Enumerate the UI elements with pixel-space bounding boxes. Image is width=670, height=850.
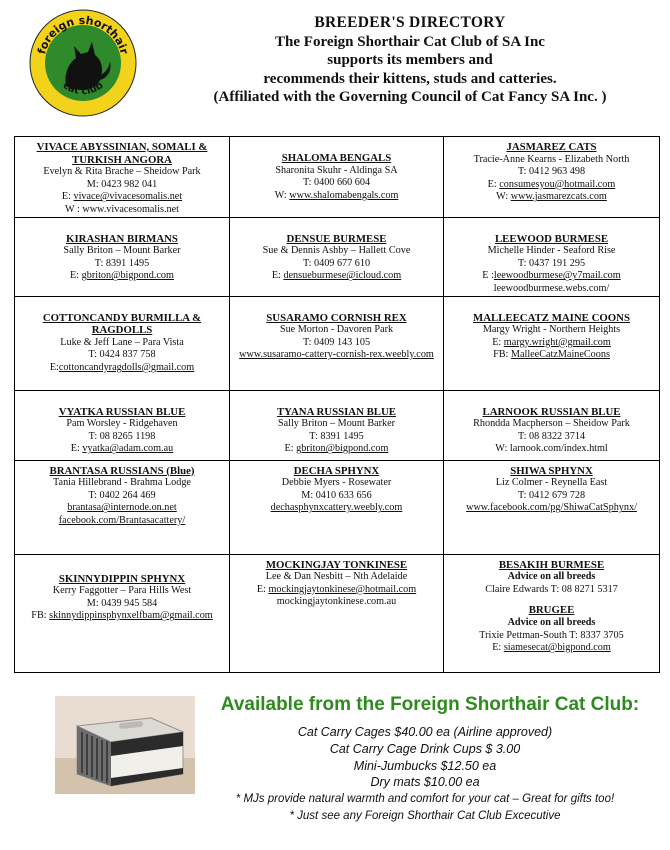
breeder-cell — [230, 460, 444, 554]
breeder-contact-line — [17, 337, 227, 350]
directory-header — [160, 14, 660, 107]
breeder-cell — [15, 217, 230, 296]
breeder-contact-line — [446, 431, 657, 444]
breeder-contact-line — [232, 270, 441, 283]
table-row — [15, 554, 660, 672]
contact-text: T: 0424 837 758 — [88, 349, 156, 361]
contact-link[interactable]: www.susaramo-cattery-cornish-rex.weebly.com — [239, 349, 434, 361]
breeder-cell — [444, 296, 660, 390]
contact-link[interactable]: facebook.com/Brantasacattery/ — [58, 514, 186, 526]
breeder-contact-line — [446, 191, 657, 204]
contact-text: Evelyn & Rita Brache – Sheidow Park — [43, 166, 201, 178]
breeder-cell — [444, 217, 660, 296]
breeder-contact-line — [446, 630, 657, 643]
item-mini-jumbucks: Mini-Jumbucks $12.50 ea — [353, 758, 497, 773]
contact-text: Margy Wright - Northern Heights — [482, 324, 621, 336]
club-name: The Foreign Shorthair Cat Club of SA Inc — [275, 33, 545, 50]
contact-link[interactable]: densueburmese@icloud.com — [283, 270, 402, 282]
breeder-contact-line — [17, 515, 227, 528]
item-drink-cups: Cat Carry Cage Drink Cups $ 3.00 — [329, 741, 521, 756]
contact-text: Sally Briton – Mount Barker — [63, 245, 181, 257]
breeder-contact-line — [232, 418, 441, 431]
contact-prefix: W: — [495, 443, 510, 455]
contact-link[interactable]: mockingjaytonkinese@hotmail.com — [268, 583, 417, 595]
breeder-contact-line — [232, 190, 441, 203]
breeder-name: BRANTASA RUSSIANS (Blue) — [49, 464, 195, 477]
note-executive: * Just see any Foreign Shorthair Cat Club Excecutive — [289, 809, 561, 822]
contact-link[interactable]: MalleeCatzMaineCoons — [510, 349, 610, 361]
contact-prefix: E: — [61, 191, 74, 203]
breeder-name: VIVACE ABYSSINIAN, SOMALI & TURKISH ANGORA — [36, 141, 208, 166]
table-row — [15, 390, 660, 460]
breeder-cell — [444, 137, 660, 218]
contact-text: T: 8391 1495 — [94, 257, 150, 269]
breeder-contact-line — [17, 585, 227, 598]
breeder-contact-line — [446, 154, 657, 167]
breeder-contact-line — [232, 177, 441, 190]
breeder-contact-line — [17, 179, 227, 192]
breeder-contact-line — [446, 584, 657, 597]
contact-prefix: FB: — [493, 349, 511, 361]
breeder-contact-line — [446, 642, 657, 655]
contact-prefix: E: — [49, 361, 59, 373]
breeder-name: SHALOMA BENGALS — [281, 152, 392, 164]
contact-prefix: E: — [284, 443, 297, 455]
contact-text: T: 0437 191 295 — [517, 257, 586, 269]
breeder-contact-line — [232, 596, 441, 609]
breeder-name: KIRASHAN BIRMANS — [66, 232, 178, 245]
table-row — [15, 137, 660, 218]
contact-prefix: W : — [64, 203, 83, 215]
breeder-contact-line — [17, 490, 227, 503]
breeder-contact-line — [232, 443, 441, 456]
contact-text: T: 8391 1495 — [309, 430, 364, 442]
contact-text: larnook.com/index.html — [509, 443, 608, 455]
contact-text: T: 0409 677 610 — [302, 257, 371, 269]
breeder-contact-line — [446, 245, 657, 258]
breeder-contact-line — [17, 270, 227, 283]
breeder-cell — [444, 390, 660, 460]
breeder-contact-line — [232, 502, 441, 515]
breeder-cell — [230, 554, 444, 672]
breeder-cell — [230, 217, 444, 296]
cat-carry-cage-image — [55, 696, 195, 794]
breeder-contact-line — [17, 349, 227, 362]
breeder-contact-line — [17, 166, 227, 179]
breeder-contact-line — [17, 204, 227, 217]
item-carry-cages: Cat Carry Cages $40.00 ea (Airline approved) — [297, 725, 553, 739]
contact-link[interactable]: brantasa@internode.on.net — [67, 502, 177, 514]
contact-text: T: 0412 963 498 — [517, 166, 586, 178]
contact-text: T: 08 8322 3714 — [517, 430, 586, 442]
breeder-name: BESAKIH BURMESE — [498, 558, 605, 571]
contact-text: Trixie Pettman-South T: 8337 3705 — [479, 629, 624, 641]
contact-text: www.vivacesomalis.net — [82, 203, 180, 215]
breeder-contact-line — [446, 349, 657, 362]
contact-prefix: E: — [70, 443, 83, 455]
breeder-contact-line — [446, 477, 657, 490]
header-line-3: supports its members and — [327, 52, 493, 68]
contact-text: Kerry Faggotter – Para Hills West — [52, 585, 192, 597]
contact-prefix: W: — [496, 191, 511, 203]
contact-prefix: E: — [492, 336, 504, 348]
breeder-cell — [230, 390, 444, 460]
breeder-contact-line — [17, 610, 227, 623]
contact-prefix: E : — [482, 270, 494, 282]
contact-text: leewoodburmese.webs.com/ — [493, 282, 610, 294]
contact-link[interactable]: cottoncandyragdolls@gmail.com — [58, 361, 195, 373]
breeder-name: DENSUE BURMESE — [286, 232, 387, 245]
breeder-contact-line — [446, 324, 657, 337]
contact-text: Debbie Myers - Rosewater — [281, 477, 392, 489]
breeder-cell — [15, 296, 230, 390]
contact-link[interactable]: gbriton@bigpond.com — [296, 443, 389, 455]
breeder-name: SHIWA SPHYNX — [510, 464, 593, 477]
breeder-contact-line — [446, 258, 657, 271]
breeder-contact-line — [232, 431, 441, 444]
breeder-cell — [444, 460, 660, 554]
breeder-contact-line — [446, 283, 657, 296]
breeder-contact-line — [446, 443, 657, 456]
breeder-contact-line — [232, 337, 441, 350]
contact-link[interactable]: www.jasmarezcats.com — [510, 191, 607, 203]
contact-link[interactable]: skinnydippinsphynxelfbam@gmail.com — [49, 610, 213, 622]
item-dry-mats: Dry mats $10.00 ea — [370, 775, 480, 790]
contact-link[interactable]: leewoodburmese@y7mail.com — [493, 270, 621, 282]
contact-text: Lee & Dan Nesbitt – Nth Adelaide — [265, 571, 408, 583]
contact-text: Claire Edwards T: 08 8271 5317 — [485, 583, 618, 595]
header-line-5: (Affiliated with the Governing Council of Cat Fancy SA Inc. ) — [213, 89, 607, 105]
breeder-contact-line — [446, 166, 657, 179]
breeder-name: MOCKINGJAY TONKINESE — [265, 558, 408, 571]
contact-link[interactable]: www.shalomabengals.com — [289, 189, 399, 201]
breeder-name: SKINNYDIPPIN SPHYNX — [58, 572, 186, 585]
logo-text-bottom: cat club — [60, 80, 106, 98]
breeder-contact-line — [446, 490, 657, 503]
contact-prefix: E: — [70, 270, 82, 282]
contact-prefix: W: — [274, 189, 290, 201]
contact-link[interactable]: dechasphynxcattery.weebly.com — [270, 502, 403, 514]
contact-text: M: 0439 945 584 — [86, 597, 158, 609]
breeder-contact-line — [17, 598, 227, 611]
breeder-contact-line — [17, 502, 227, 515]
club-logo — [28, 8, 138, 118]
breeder-contact-line — [446, 571, 657, 584]
breeder-contact-line — [232, 490, 441, 503]
available-items — [190, 724, 660, 825]
breeder-cell — [230, 137, 444, 218]
breeder-contact-line — [446, 502, 657, 515]
breeder-cell — [15, 460, 230, 554]
breeder-contact-line — [17, 362, 227, 375]
breeder-contact-line — [232, 324, 441, 337]
breeder-name: MALLEECATZ MAINE COONS — [473, 311, 630, 324]
available-heading: Available from the Foreign Shorthair Cat Club: — [220, 694, 640, 715]
breeder-contact-line — [17, 191, 227, 204]
breeder-contact-line — [232, 571, 441, 584]
breeder-contact-line — [446, 617, 657, 630]
breeder-name: BRUGEE — [528, 604, 575, 617]
contact-prefix: E: — [256, 583, 269, 595]
breeder-name: TYANA RUSSIAN BLUE — [276, 405, 396, 418]
contact-text: Sue Morton - Davoren Park — [279, 324, 394, 336]
breeder-contact-line — [17, 431, 227, 444]
breeder-name: LARNOOK RUSSIAN BLUE — [482, 405, 621, 418]
breeder-cell — [444, 554, 660, 672]
contact-prefix: E: — [492, 642, 504, 654]
contact-text: Sue & Dennis Ashby – Hallett Cove — [262, 245, 411, 257]
breeder-contact-line — [232, 258, 441, 271]
contact-prefix: E: — [487, 178, 500, 190]
contact-text: M: 0423 982 041 — [86, 178, 158, 190]
contact-text: T: 0412 679 728 — [517, 489, 586, 501]
contact-text: Advice on all breeds — [507, 571, 596, 583]
breeder-name: JASMAREZ CATS — [506, 141, 597, 153]
contact-text: T: 0402 264 469 — [88, 489, 156, 501]
breeder-contact-line — [17, 258, 227, 271]
contact-text: T: 0409 143 105 — [302, 336, 371, 348]
breeder-contact-line — [17, 245, 227, 258]
breeder-contact-line — [17, 418, 227, 431]
contact-text: M: 0410 633 656 — [301, 489, 372, 501]
contact-text: Luke & Jeff Lane – Para Vista — [60, 336, 184, 348]
contact-text: Rhondda Macpherson – Sheidow Park — [473, 418, 630, 430]
breeder-name: LEEWOOD BURMESE — [494, 232, 609, 245]
table-row — [15, 217, 660, 296]
contact-text: Tracie-Anne Kearns - Elizabeth North — [473, 153, 630, 165]
contact-prefix: E: — [271, 270, 284, 282]
contact-link[interactable]: siamesecat@bigpond.com — [503, 642, 611, 654]
contact-link[interactable]: gbriton@bigpond.com — [81, 270, 174, 282]
contact-text: Tania Hillebrand - Brahma Lodge — [53, 477, 191, 489]
breeder-contact-line — [446, 270, 657, 283]
breeder-name: SUSARAMO CORNISH REX — [266, 311, 407, 324]
contact-text: T: 08 8265 1198 — [88, 430, 156, 442]
contact-text: Michelle Hinder - Seaford Rise — [487, 245, 616, 257]
breeder-name: VYATKA RUSSIAN BLUE — [58, 405, 186, 418]
contact-text: Sharonita Skuhr - Aldinga SA — [275, 164, 398, 176]
breeder-contact-line — [446, 418, 657, 431]
available-section — [0, 690, 670, 850]
breeder-contact-line — [446, 337, 657, 350]
breeder-cell — [230, 296, 444, 390]
contact-text: Advice on all breeds — [507, 616, 596, 628]
breeder-contact-line — [17, 477, 227, 490]
breeder-cell — [15, 554, 230, 672]
contact-text: T: 0400 660 604 — [302, 177, 371, 189]
breeder-contact-line — [232, 349, 441, 362]
contact-link[interactable]: consumesyou@hotmail.com — [499, 178, 616, 190]
table-row — [15, 296, 660, 390]
breeder-name: DECHA SPHYNX — [293, 464, 380, 477]
contact-link[interactable]: www.facebook.com/pg/ShiwaCatSphynx/ — [466, 502, 637, 514]
breeder-cell — [15, 390, 230, 460]
contact-text: Liz Colmer - Reynella East — [495, 477, 608, 489]
breeder-contact-line — [232, 245, 441, 258]
breeder-contact-line — [446, 179, 657, 192]
logo-text-top: foreign shorthair — [35, 13, 131, 56]
breeder-contact-line — [232, 477, 441, 490]
table-row — [15, 460, 660, 554]
header-line-4: recommends their kittens, studs and catteries. — [263, 70, 557, 87]
page-title: BREEDER'S DIRECTORY — [314, 14, 506, 31]
breeder-contact-line — [17, 443, 227, 456]
breeder-table — [14, 136, 660, 673]
contact-text: mockingjaytonkinese.com.au — [276, 596, 397, 608]
contact-link[interactable]: vivace@vivacesomalis.net — [73, 191, 183, 203]
breeder-contact-line — [232, 165, 441, 178]
breeder-contact-line — [232, 584, 441, 597]
contact-link[interactable]: vyatka@adam.com.au — [82, 443, 174, 455]
contact-text: Sally Briton – Mount Barker — [277, 418, 396, 430]
contact-prefix: FB: — [31, 610, 50, 622]
breeder-cell — [15, 137, 230, 218]
contact-text: Pam Worsley - Ridgehaven — [66, 418, 178, 430]
contact-link[interactable]: margy.wright@gmail.com — [503, 336, 611, 348]
breeder-name: COTTONCANDY BURMILLA & RAGDOLLS — [42, 311, 202, 337]
note-mjs: * MJs provide natural warmth and comfort for your cat – Great for gifts too! — [235, 793, 615, 806]
